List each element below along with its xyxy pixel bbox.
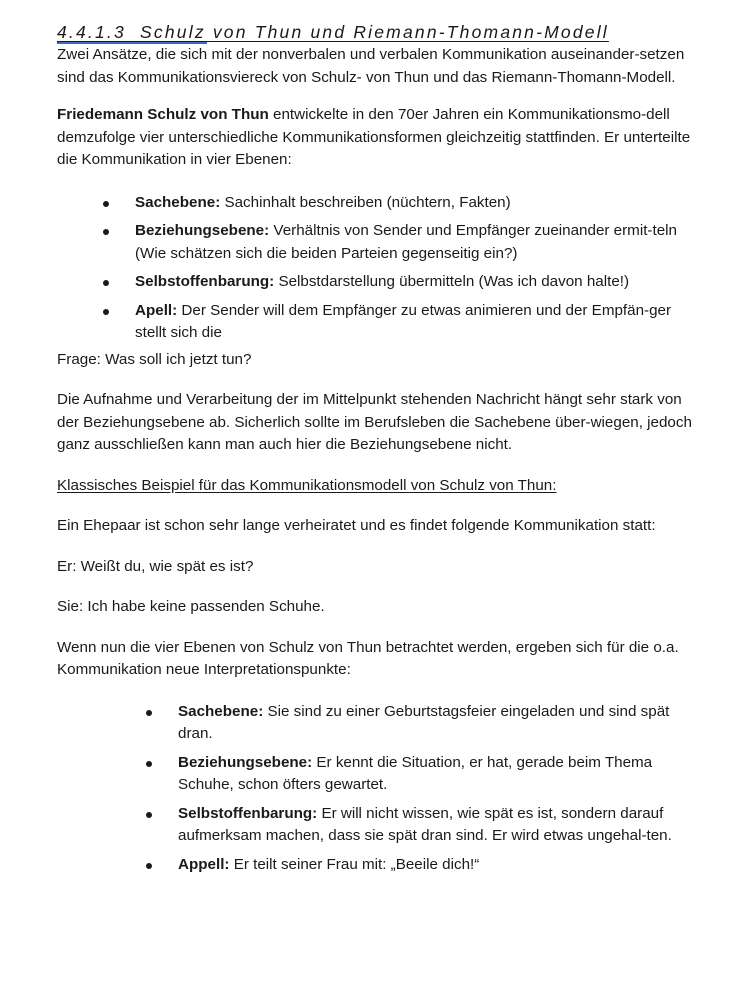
fsvt-text: entwickelte in den 70er Jahren ein Kommunikationsmo-dell demzufolge vier unterschiedliche Kommunikationsformen gleichzeitig stattfinden. Er unterteilte die Kommunikation in vier Ebenen:	[57, 106, 691, 168]
list-item-text: Er teilt seiner Frau mit: „Beeile dich!“	[229, 855, 480, 873]
interpretation-intro: Wenn nun die vier Ebenen von Schulz von Thun betrachtet werden, ergeben sich für die o.a. Kommunikation neue Interpretationspunkte:	[57, 638, 679, 678]
interpretations-list	[178, 701, 705, 877]
bullet-icon	[146, 710, 152, 716]
intro-paragraph: Zwei Ansätze, die sich mit der nonverbalen und verbalen Kommunikation auseinander-setzen sind das Kommunikationsviereck von Schulz- von Thun und das Riemann-Thomann-Modell.	[57, 46, 685, 86]
section-title: Schulz von Thun und Riemann-Thomann-Modell	[140, 22, 609, 42]
list-item	[178, 701, 705, 746]
example-heading: Klassisches Beispiel für das Kommunikationsmodell von Schulz von Thun:	[57, 476, 557, 494]
list-item-term: Beziehungsebene:	[178, 753, 313, 771]
list-item-term: Sachebene:	[135, 193, 221, 211]
bullet-icon	[146, 761, 152, 767]
list-item-term: Selbstoffenbarung:	[135, 273, 275, 290]
bullet-icon	[103, 309, 109, 315]
dialog-he: Er: Weißt du, wie spät es ist?	[57, 557, 254, 575]
list-item	[135, 220, 705, 265]
bullet-icon	[103, 201, 109, 207]
fsvt-paragraph	[57, 104, 705, 172]
list-item-text: Er kennt die Situation, er hat, gerade beim Thema Schuhe, schon öfters gewartet.	[178, 753, 653, 793]
list-item-term: Selbstoffenbarung:	[178, 804, 318, 822]
list-item-text: Selbstdarstellung übermitteln (Was ich davon halte!)	[274, 273, 630, 290]
dialog-she: Sie: Ich habe keine passenden Schuhe.	[57, 598, 325, 615]
levels-list	[135, 192, 705, 345]
list-item	[178, 803, 705, 848]
list-item-term: Sachebene:	[178, 702, 264, 720]
section-number: 4.4.1.3	[57, 22, 126, 42]
question-line: Frage: Was soll ich jetzt tun?	[57, 350, 252, 368]
list-item	[178, 854, 705, 877]
bullet-icon	[103, 229, 109, 235]
list-item-text: Sie sind zu einer Geburtstagsfeier eingeladen und sind spät dran.	[178, 702, 670, 742]
list-item-text: Er will nicht wissen, wie spät es ist, sondern darauf aufmerksam machen, dass sie spät dran sind. Er wird etwas ungehal-ten.	[178, 804, 672, 844]
list-item-text: Sachinhalt beschreiben (nüchtern, Fakten)	[220, 193, 511, 211]
reception-paragraph: Die Aufnahme und Verarbeitung der im Mittelpunkt stehenden Nachricht hängt sehr stark von der Beziehungsebene ab. Sicherlich sollte im Berufsleben die Sachebene über-wiegen, jedoch ganz ausschließen kann man auch hier die Beziehungsebene nicht.	[57, 391, 692, 453]
list-item	[135, 271, 705, 294]
heading-accent-line	[57, 42, 207, 44]
section-heading	[57, 20, 705, 44]
example-intro: Ein Ehepaar ist schon sehr lange verheiratet und es findet folgende Kommunikation statt:	[57, 517, 656, 534]
document-page	[57, 20, 705, 880]
list-item-term: Beziehungsebene:	[135, 222, 270, 239]
bullet-icon	[146, 863, 152, 869]
bullet-icon	[103, 280, 109, 286]
list-item-term: Appell:	[178, 855, 230, 873]
list-item	[135, 300, 705, 345]
list-item-term: Apell:	[135, 301, 178, 319]
list-item	[178, 752, 705, 797]
bullet-icon	[146, 812, 152, 818]
list-item-text: Verhältnis von Sender und Empfänger zueinander ermit-teln (Wie schätzen sich die beiden Parteien gegenseitig ein?)	[135, 222, 677, 262]
list-item	[135, 192, 705, 215]
list-item-text: Der Sender will dem Empfänger zu etwas animieren und der Empfän-ger stellt sich die	[135, 301, 672, 341]
fsvt-name: Friedemann Schulz von Thun	[57, 106, 269, 123]
